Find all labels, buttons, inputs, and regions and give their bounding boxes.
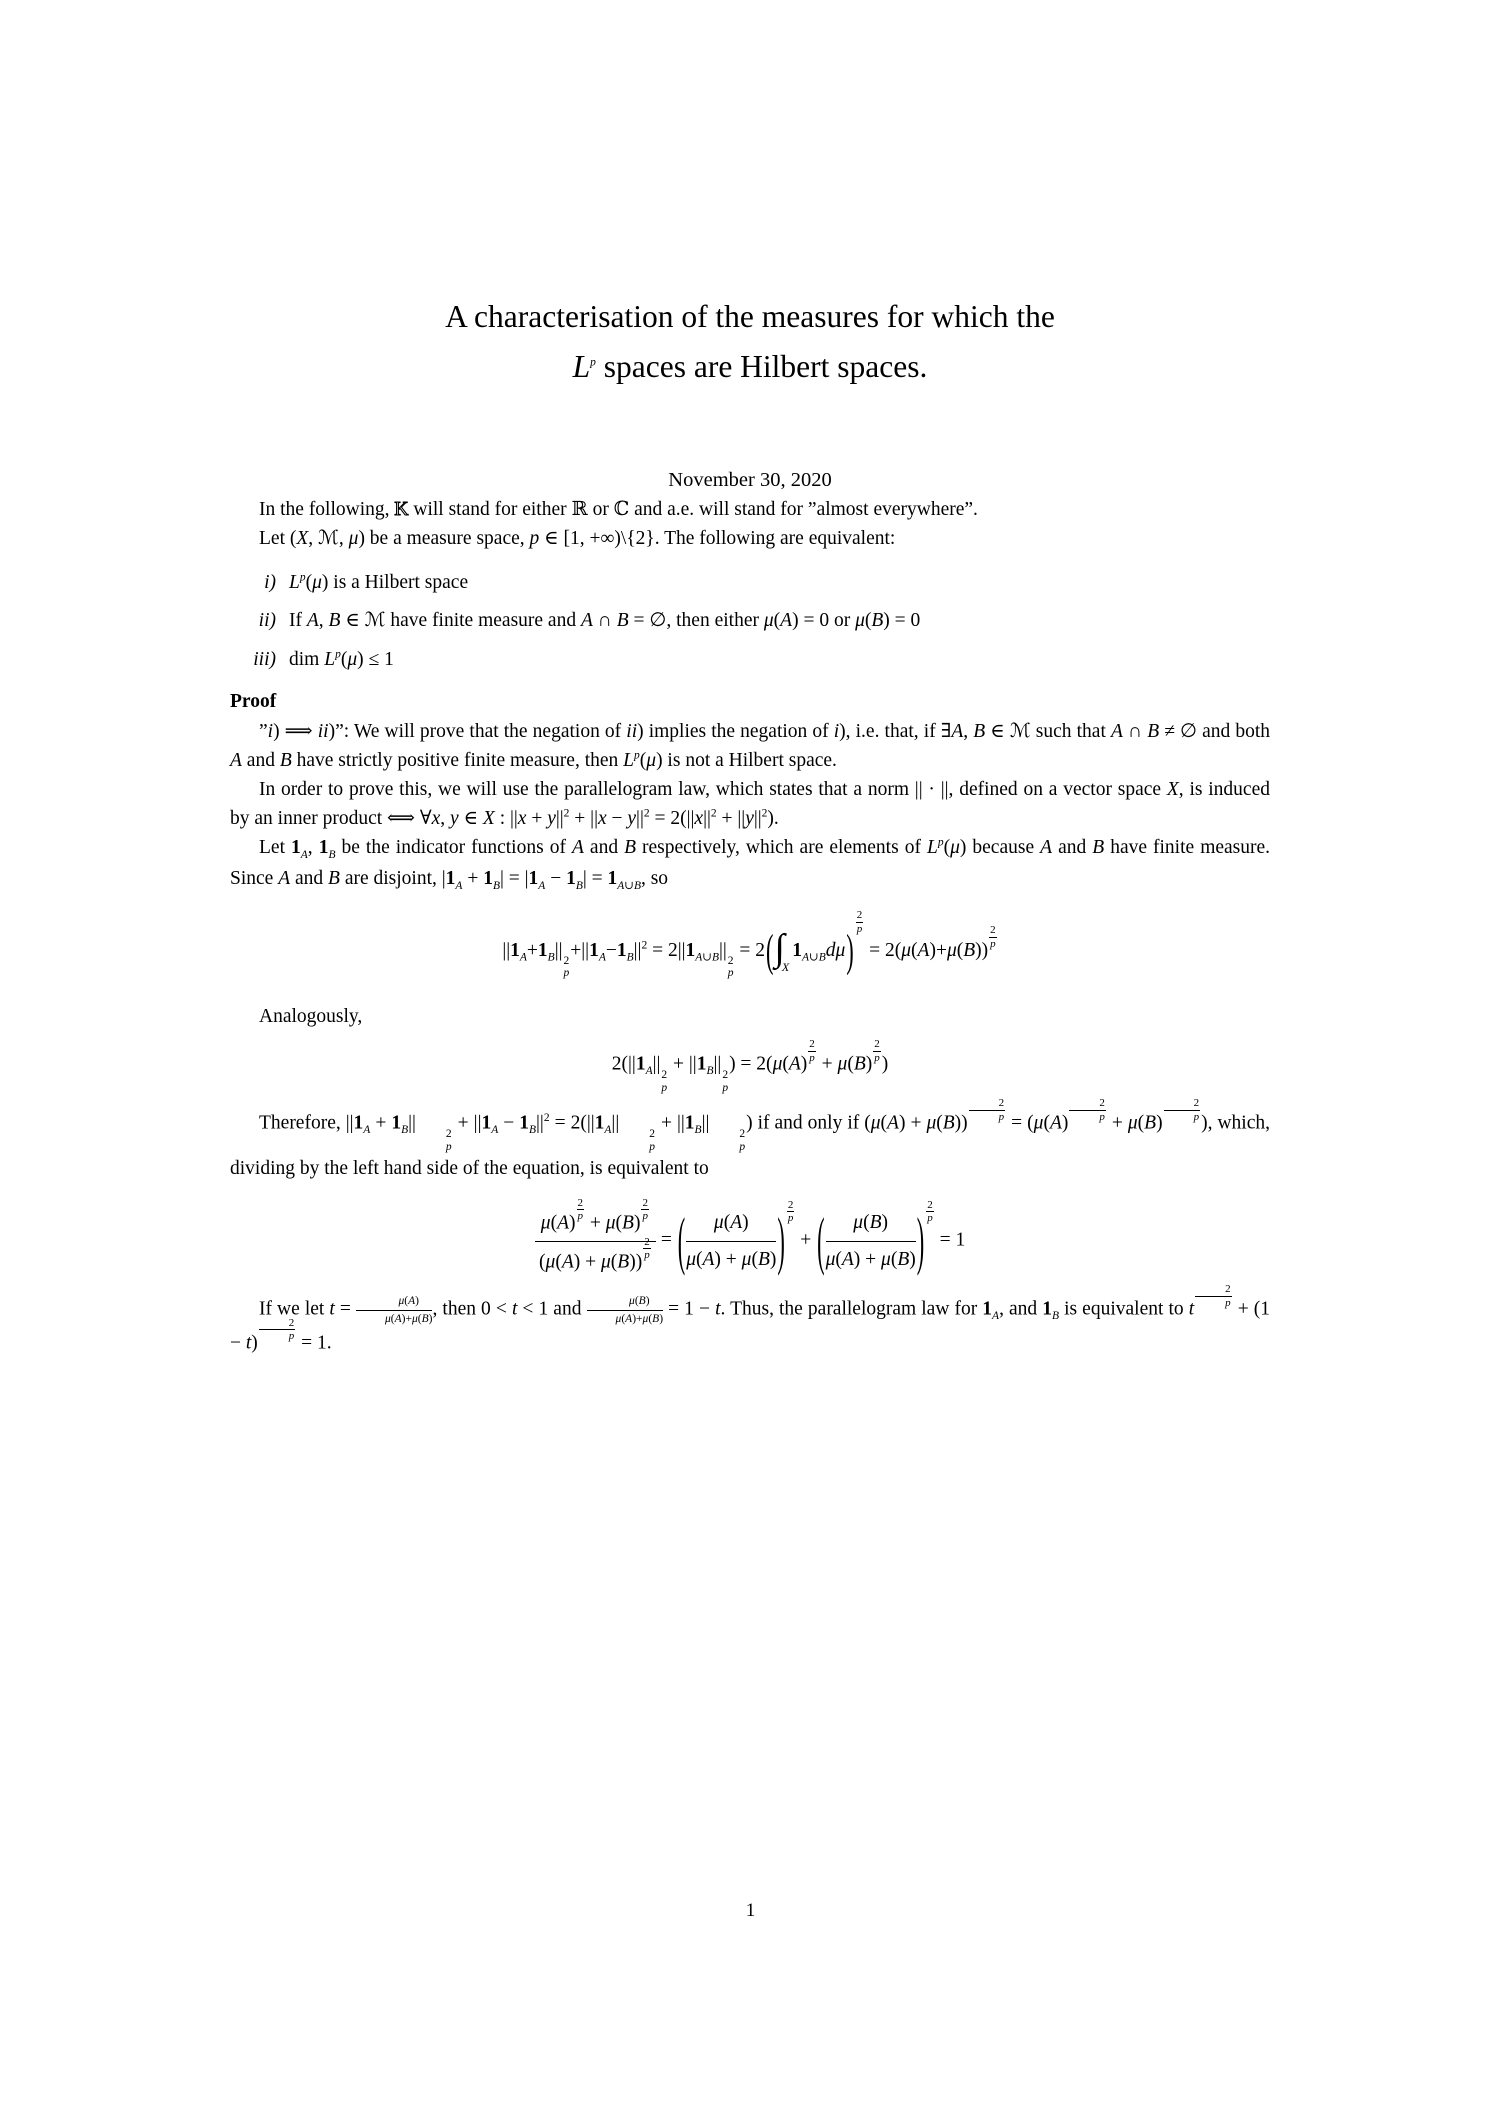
proof-paragraph-analogously: Analogously, [259, 1006, 363, 1028]
display-equation-norm-sum: $||1_A+1_B||$ 2 p $+||1_A-1_B||^2 = 2||1_{A\cup B}||$ 2 p = $2(\int_X1_{A\cup B}d\mu)$ $\frac{2}{p}$ = 2(μ(A)+μ(B)) $\frac{2}{p}$ [502, 909, 996, 980]
equivalence-condition-list [230, 568, 1270, 673]
condition-item-iii [230, 645, 1270, 674]
paper-date: November 30, 2020 [668, 468, 832, 491]
proof-paragraph-indicators: Let $1_A$, $1_B$ be the indicator functions of A and B respectively, which are elements of $L^p(\mu)$ because A and B have finite measure. Since A and B are disjoint, $|1_A + 1_B| = |1_A - 1_B| = 1_{A\cup B}$, so [230, 836, 1271, 892]
page-number: 1 [745, 1900, 756, 1921]
proof-paragraph-therefore: Therefore, $||1_A + 1_B||$ 2 p + $||1_A - 1_B||^2 = 2(||1_A||$ 2 p + $||1_B||$ 2 p ) if and only if (μ(A) + μ(B)) $\frac{2}{p}$ = (μ(A) $\frac{2}{p}$ + μ(B) $\frac{2}{p}$ ), which, dividing by the left hand side of the equation, is equivalent to [230, 1097, 1270, 1179]
condition-item-ii [230, 606, 1270, 635]
proof-heading: Proof [230, 690, 277, 712]
paragraph-intro: In the following, K will stand for either ℝ or ℂ and a.e. will stand for ”almost everywhere”. [259, 499, 978, 521]
condition-item-i [230, 568, 1270, 597]
condition-label-iii: iii) [253, 648, 276, 670]
proof-paragraph-conclusion: If we let t = $\frac{\mu(A)}{\mu(A)+\mu(B)}$ , then 0 < t < 1 and $\frac{\mu(B)}{\mu(A)+\mu(B)}$ = 1 − t. Thus, the parallelogram law for $1_A$, and $1_B$ is equivalent to t $\frac{2}{p}$ + (1 − t) $\frac{2}{p}$ = 1. [230, 1283, 1271, 1354]
condition-label-i: i) [264, 572, 276, 594]
proof-paragraph-parallelogram-law: In order to prove this, we will use the parallelogram law, which states that a norm || · ||, defined on a vector space X, is induced by an inner product ⟺ ∀x, y ∈ X : $||x + y||^2 + ||x - y||^2 = 2(||x||^2 + ||y||^2)$. [230, 778, 1270, 829]
proof-paragraph-negation: ”i) ⟹ ii)”: We will prove that the negation of ii) implies the negation of i), i.e. that, if ∃A, B ∈ ℳ such that A ∩ B ≠ ∅ and both A and B have strictly positive finite measure, then $L^p(\mu)$ is not a Hilbert space. [230, 720, 1271, 771]
condition-label-ii: ii) [258, 610, 276, 632]
condition-text-ii: If A, B ∈ ℳ have finite measure and A ∩ B = ∅, then either μ(A) = 0 or μ(B) = 0 [289, 610, 921, 632]
display-equation-analogous: $2(||1_A||$ 2 p + $||1_B||$ 2 p ) = 2(μ(A) $\frac{2}{p}$ + μ(B) $\frac{2}{p}$ ) [611, 1038, 889, 1094]
paragraph-setup: Let (X, ℳ, μ) be a measure space, p ∈ [1, +∞)\{2}. The following are equivalent: [259, 528, 896, 550]
paper-title: A characterisation of the measures for which the $L^p$ spaces are Hilbert spaces. [445, 299, 1055, 385]
condition-text-i: $L^p(\mu)$ is a Hilbert space [289, 571, 469, 594]
condition-text-iii: dim $L^p(\mu) \le 1$ [289, 648, 394, 670]
paper-content [230, 0, 1270, 1357]
display-equation-normalized-fractions: μ(A) $\frac{2}{p}$ + μ(B) $\frac{2}{p}$ (μ(A) + μ(B)) $\frac{2}{p}$ = ( $\frac{\mu(A)}{\mu(A) + \mu(B)}$ ) $\frac{2}{p}$ + ( $\frac{\mu(B)}{\mu(A) + \mu(B)}$ ) $\frac{2}{p}$ = 1 [230, 1205, 1270, 1277]
